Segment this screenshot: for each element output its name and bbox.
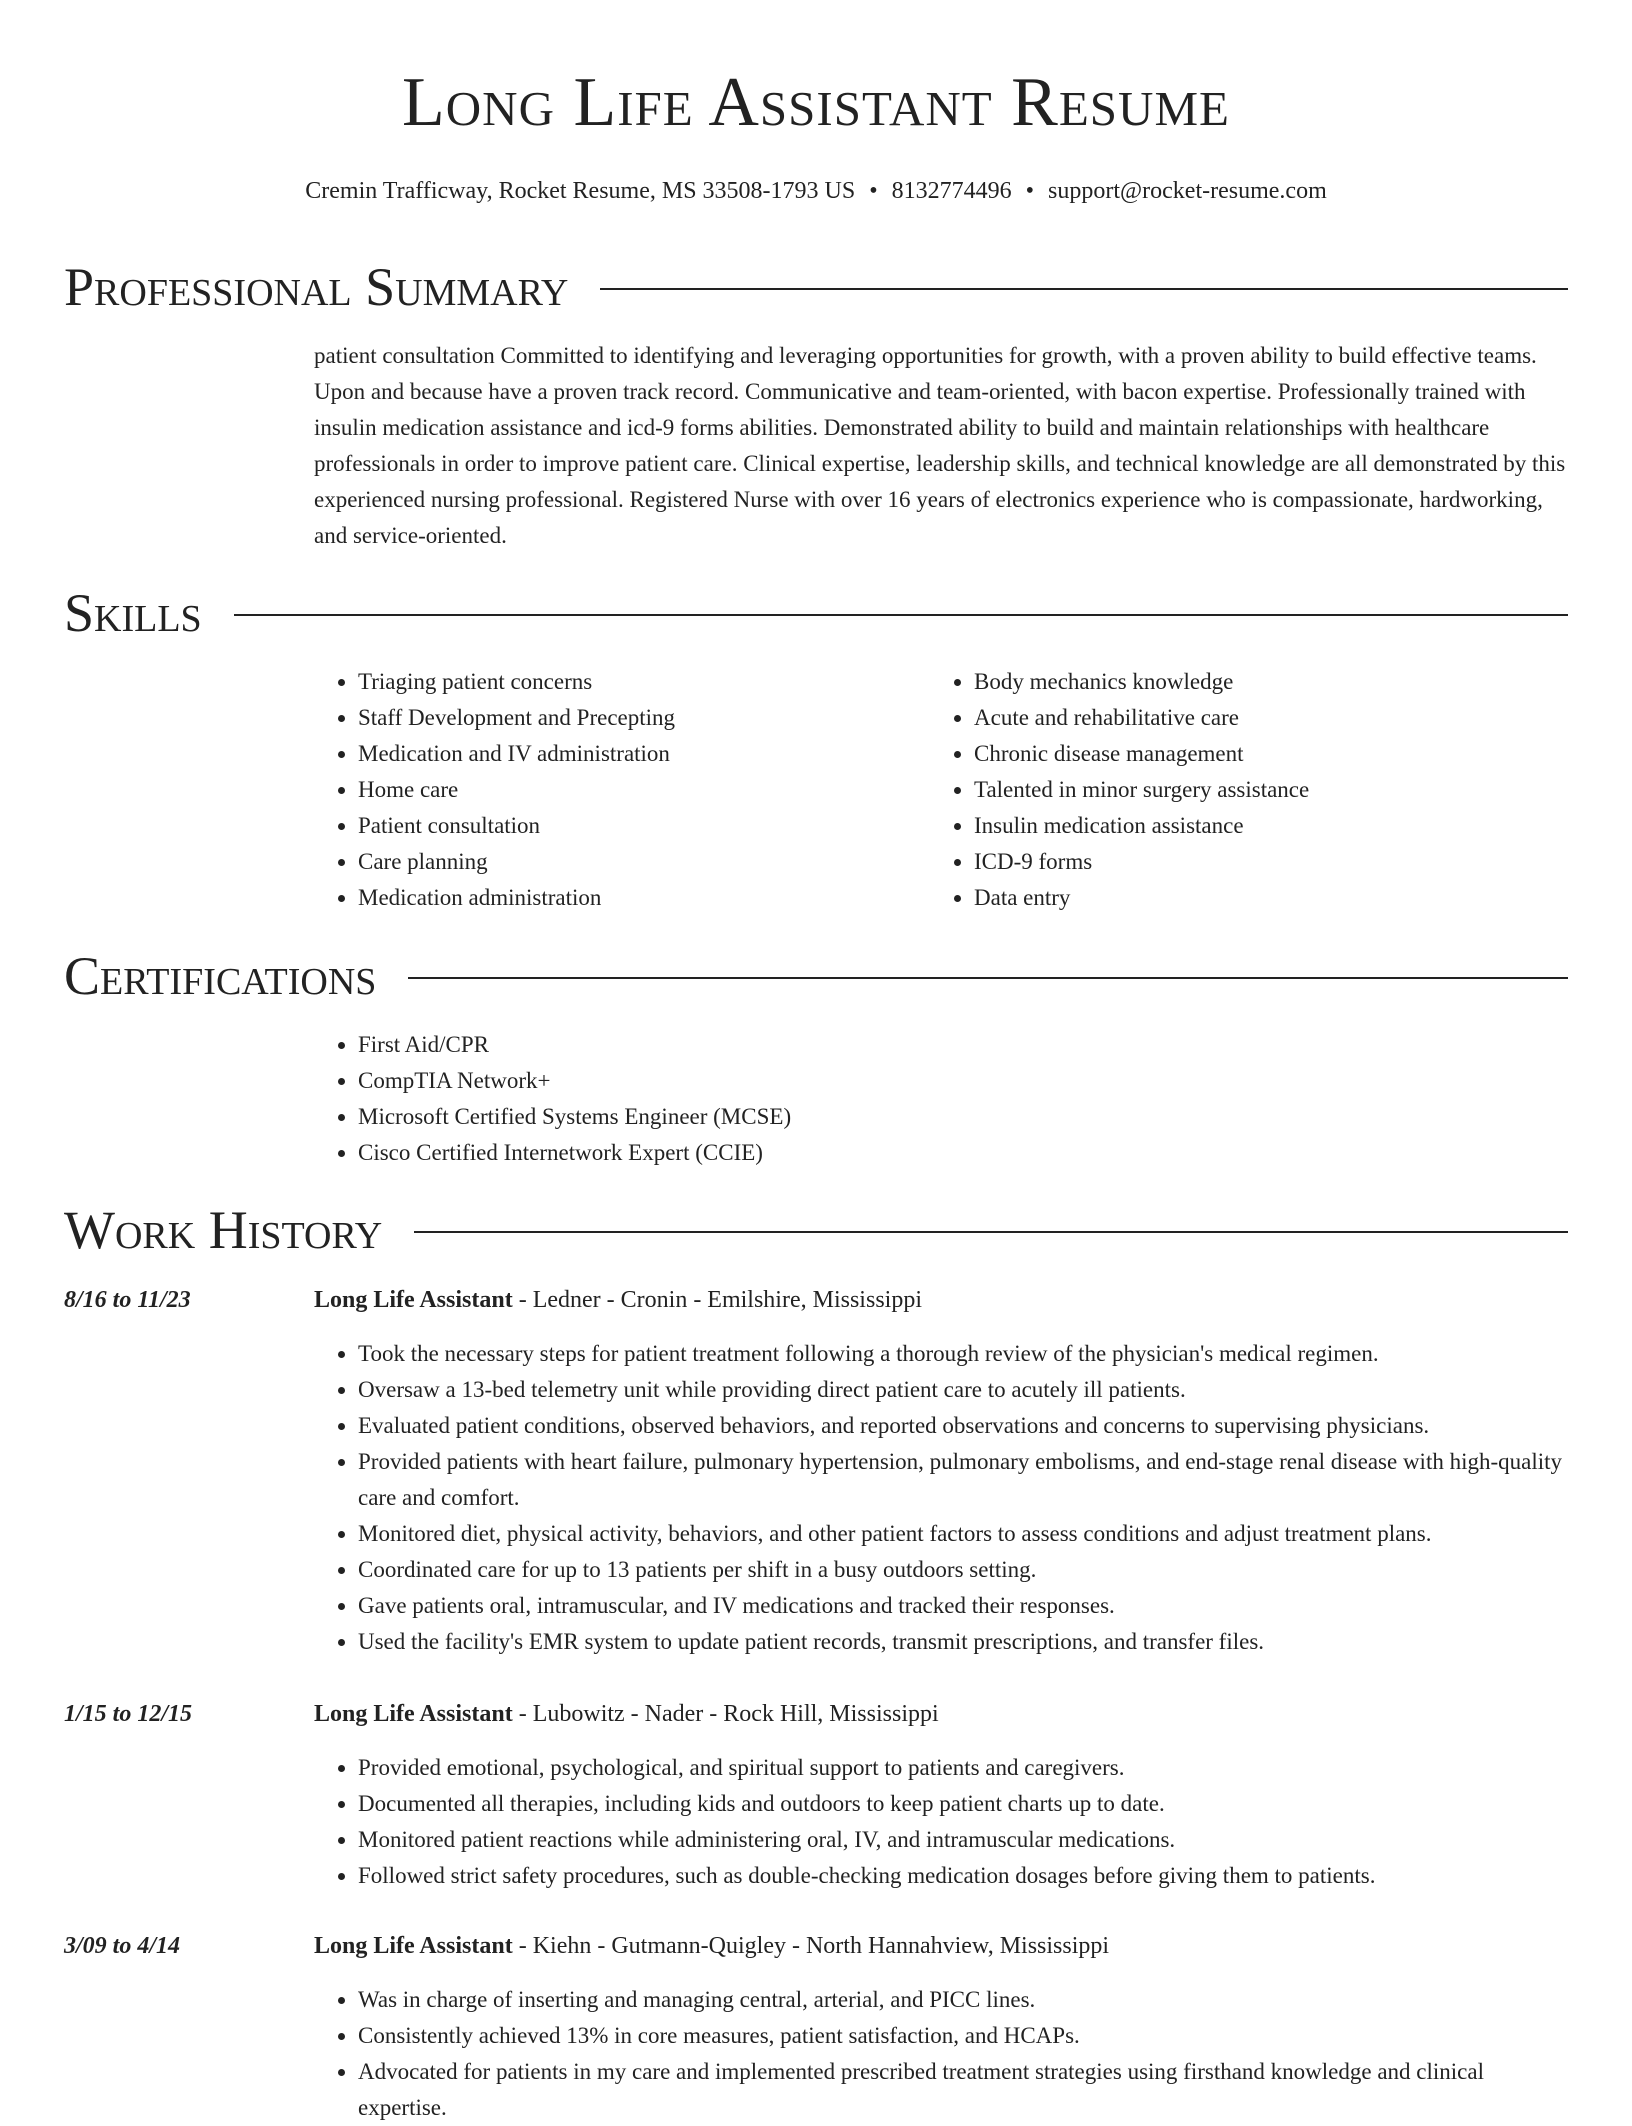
- skill-item: • Triaging patient concerns: [358, 664, 675, 700]
- job-bullet: • Was in charge of inserting and managing central, arterial, and PICC lines.: [358, 1982, 1568, 2018]
- separator-dot: •: [1025, 178, 1035, 204]
- separator-dot: •: [869, 178, 878, 204]
- job-role: Long Life Assistant: [314, 1287, 513, 1313]
- certification-item: • First Aid/CPR: [358, 1027, 791, 1063]
- certification-item: • Microsoft Certified Systems Engineer (MCSE): [358, 1099, 791, 1135]
- skill-item: • Patient consultation: [358, 808, 675, 844]
- job-bullet: • Coordinated care for up to 13 patients per shift in a busy outdoors setting.: [358, 1552, 1568, 1588]
- certifications-section-heading: [64, 941, 1568, 1011]
- skill-item: • Body mechanics knowledge: [974, 664, 1309, 700]
- section-title: Work History: [64, 1200, 383, 1260]
- skill-item: • Insulin medication assistance: [974, 808, 1309, 844]
- skill-item: • Medication administration: [358, 880, 675, 916]
- job-employer-location: - Kiehn - Gutmann-Quigley - North Hannahview, Mississippi: [512, 1933, 1110, 1959]
- job-bullet: • Consistently achieved 13% in core measures, patient satisfaction, and HCAPs.: [358, 2018, 1568, 2054]
- job-bullet: • Provided patients with heart failure, pulmonary hypertension, pulmonary embolisms, and end-stage renal disease with high-quality care and comfort.: [358, 1444, 1568, 1516]
- job-bullet: • Used the facility's EMR system to update patient records, transmit prescriptions, and transfer files.: [358, 1624, 1568, 1660]
- job-bullets: [314, 1336, 1568, 1660]
- work-history-section-heading: [64, 1195, 1568, 1265]
- section-divider: [234, 614, 1568, 616]
- job-employer-location: - Ledner - Cronin - Emilshire, Mississippi: [512, 1287, 922, 1313]
- section-divider: [600, 288, 1568, 290]
- job-bullets: [314, 1982, 1568, 2126]
- job-bullet: • Took the necessary steps for patient treatment following a thorough review of the physician's medical regimen.: [358, 1336, 1568, 1372]
- job-bullet: • Gave patients oral, intramuscular, and IV medications and tracked their responses.: [358, 1588, 1568, 1624]
- job-dates: 8/16 to 11/23: [64, 1287, 191, 1313]
- phone-text: 8132774496: [891, 178, 1012, 204]
- email-link[interactable]: support@rocket-resume.com: [1048, 178, 1327, 204]
- section-divider: [414, 1231, 1568, 1233]
- skills-right-column: [930, 664, 1309, 916]
- contact-line: [0, 174, 1632, 208]
- certification-item: • CompTIA Network+: [358, 1063, 791, 1099]
- section-title: Skills: [64, 583, 202, 643]
- skill-item: • Home care: [358, 772, 675, 808]
- skill-item: • Acute and rehabilitative care: [974, 700, 1309, 736]
- summary-section-heading: [64, 252, 1568, 322]
- skills-section-heading: [64, 578, 1568, 648]
- skill-item: • Talented in minor surgery assistance: [974, 772, 1309, 808]
- section-title: Certifications: [64, 946, 377, 1006]
- job-bullet: • Evaluated patient conditions, observed behaviors, and reported observations and concerns to supervising physicians.: [358, 1408, 1568, 1444]
- job-bullet: • Monitored patient reactions while administering oral, IV, and intramuscular medications.: [358, 1822, 1568, 1858]
- job-bullet: • Oversaw a 13-bed telemetry unit while providing direct patient care to acutely ill patients.: [358, 1372, 1568, 1408]
- job-dates: 3/09 to 4/14: [64, 1933, 181, 1959]
- address-text: Cremin Trafficway, Rocket Resume, MS 33508-1793 US: [305, 178, 856, 204]
- resume-title: Long Life Assistant Resume: [402, 64, 1230, 141]
- job-bullet: • Advocated for patients in my care and implemented prescribed treatment strategies using firsthand knowledge and clinical expertise.: [358, 2054, 1568, 2126]
- skill-item: • Data entry: [974, 880, 1309, 916]
- skill-item: • Chronic disease management: [974, 736, 1309, 772]
- job-role: Long Life Assistant: [314, 1701, 513, 1727]
- certifications-list: [314, 1027, 791, 1171]
- job-role: Long Life Assistant: [314, 1933, 513, 1959]
- skill-item: • Staff Development and Precepting: [358, 700, 675, 736]
- skills-left-column: [314, 664, 675, 916]
- job-heading: [314, 1282, 922, 1318]
- job-bullets: [314, 1750, 1568, 1894]
- skill-item: • ICD-9 forms: [974, 844, 1309, 880]
- job-heading: [314, 1696, 939, 1732]
- job-bullet: • Documented all therapies, including kids and outdoors to keep patient charts up to date.: [358, 1786, 1568, 1822]
- job-heading: [314, 1928, 1109, 1964]
- skill-item: • Care planning: [358, 844, 675, 880]
- job-dates: 1/15 to 12/15: [64, 1701, 193, 1727]
- job-employer-location: - Lubowitz - Nader - Rock Hill, Mississippi: [512, 1701, 939, 1727]
- job-bullet: • Provided emotional, psychological, and spiritual support to patients and caregivers.: [358, 1750, 1568, 1786]
- job-bullet: • Monitored diet, physical activity, behaviors, and other patient factors to assess conditions and adjust treatment plans.: [358, 1516, 1568, 1552]
- section-title: Professional Summary: [64, 257, 569, 317]
- skill-item: • Medication and IV administration: [358, 736, 675, 772]
- summary-text: patient consultation Committed to identifying and leveraging opportunities for growth, with a proven ability to build effective teams. Upon and because have a proven track record. Communicative and team-oriented, with bacon expertise. Professionally trained with insulin medication assistance and icd-9 forms abilities. Demonstrated ability to build and maintain relationships with healthcare professionals in order to improve patient care. Clinical expertise, leadership skills, and technical knowledge are all demonstrated by this experienced nursing professional. Registered Nurse with over 16 years of electronics experience who is compassionate, hardworking, and service-oriented.: [314, 343, 1566, 548]
- job-bullet: • Followed strict safety procedures, such as double-checking medication dosages before giving them to patients.: [358, 1858, 1568, 1894]
- certification-item: • Cisco Certified Internetwork Expert (CCIE): [358, 1135, 791, 1171]
- section-divider: [408, 977, 1568, 979]
